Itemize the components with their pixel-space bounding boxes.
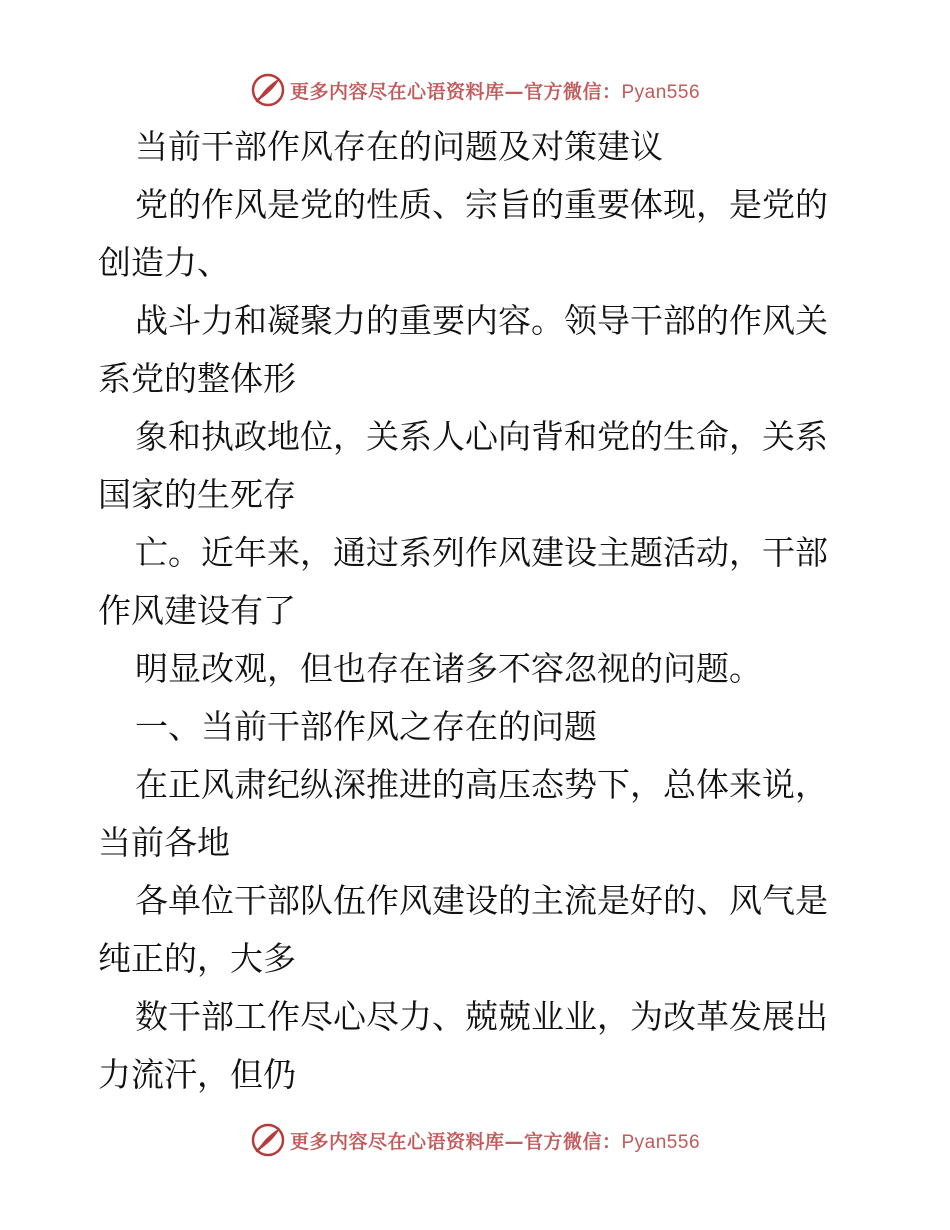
text-line: 力流汗，但仍 — [98, 1055, 296, 1094]
banner-text — [290, 1127, 700, 1154]
header-banner — [0, 70, 950, 110]
quill-logo-icon — [250, 1122, 286, 1158]
text-line: 亡。近年来，通过系列作风建设主题活动，干部 — [135, 533, 828, 572]
text-line: 数干部工作尽心尽力、兢兢业业，为改革发展出 — [135, 997, 828, 1036]
text-line: 创造力、 — [98, 243, 230, 282]
text-line: 作风建设有了 — [98, 591, 296, 630]
text-line: 一、当前干部作风之存在的问题 — [135, 707, 597, 746]
banner-label: 官方微信： — [523, 1130, 622, 1153]
banner-wechat-id: Pyan556 — [621, 81, 701, 103]
banner-main-text: 更多内容尽在心语资料库 — [289, 1130, 505, 1153]
text-line: 在正风肃纪纵深推进的高压态势下，总体来说， — [135, 765, 828, 804]
banner-main-text: 更多内容尽在心语资料库 — [289, 80, 505, 103]
text-line: 党的作风是党的性质、宗旨的重要体现，是党的 — [135, 185, 828, 224]
text-line: 纯正的，大多 — [98, 939, 296, 978]
banner-dash: — — [504, 80, 524, 103]
text-line: 各单位干部队伍作风建设的主流是好的、风气是 — [135, 881, 828, 920]
banner-wechat-id: Pyan556 — [621, 1131, 701, 1153]
quill-logo-icon — [250, 72, 286, 108]
banner-label: 官方微信： — [523, 80, 622, 103]
banner-text — [290, 77, 700, 104]
text-line: 明显改观，但也存在诸多不容忽视的问题。 — [135, 649, 762, 688]
text-line: 象和执政地位，关系人心向背和党的生命，关系 — [135, 417, 828, 456]
text-line: 系党的整体形 — [98, 359, 296, 398]
text-line: 当前各地 — [98, 823, 230, 862]
text-line: 国家的生死存 — [98, 475, 296, 514]
banner-dash: — — [504, 1130, 524, 1153]
text-line: 战斗力和凝聚力的重要内容。领导干部的作风关 — [135, 301, 828, 340]
document-body — [98, 118, 858, 1104]
text-line: 当前干部作风存在的问题及对策建议 — [135, 127, 663, 166]
footer-banner — [0, 1120, 950, 1160]
